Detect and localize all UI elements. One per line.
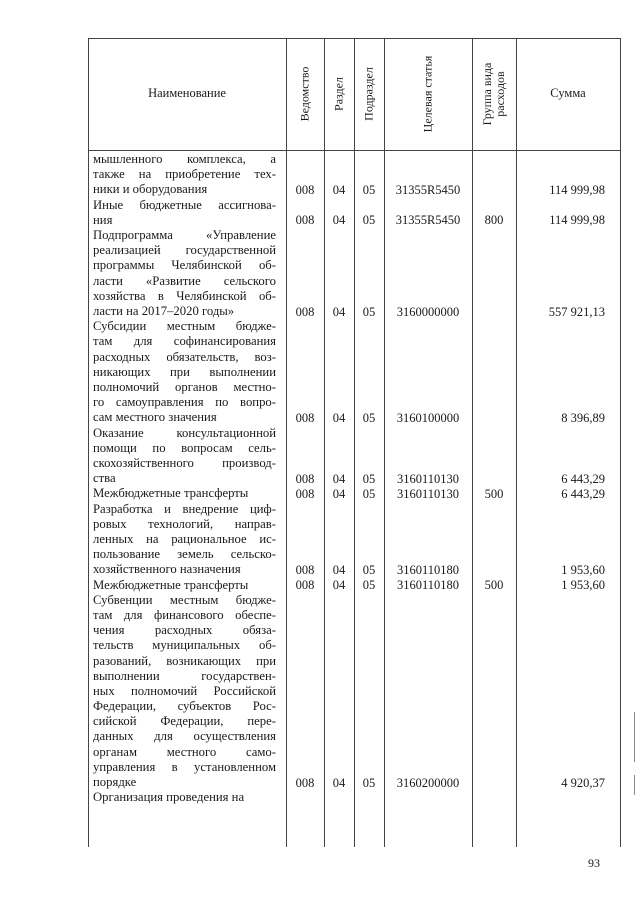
header-gruppa xyxy=(481,63,507,126)
row-razdel: 04 xyxy=(332,578,346,593)
row-summa: 6 443,29 xyxy=(561,471,605,486)
row-celevaya: 31355R5450 xyxy=(395,182,461,197)
row-celevaya: 3160110130 xyxy=(396,471,460,486)
row-summa: 8 396,89 xyxy=(561,410,605,425)
row-razdel: 04 xyxy=(332,486,346,501)
row-podrazdel: 05 xyxy=(362,562,376,577)
row-name-line: Субсидии местным бюдже- xyxy=(93,319,276,334)
row-name-line: ровых технологий, направ- xyxy=(93,516,276,531)
header-vedomstvo: Ведомство xyxy=(297,66,312,122)
row-celevaya: 3160200000 xyxy=(396,775,460,790)
row-name-line: ства xyxy=(93,471,116,486)
row-name-line: выполнении государствен- xyxy=(93,668,276,683)
row-name-line: порядке xyxy=(93,775,137,790)
row-razdel: 04 xyxy=(332,471,346,486)
row-summa: 1 953,60 xyxy=(561,578,605,593)
row-name-line: ласти на 2017–2020 годы» xyxy=(93,303,235,318)
row-podrazdel: 05 xyxy=(362,471,376,486)
row-celevaya: 3160110130 xyxy=(396,486,460,501)
row-vedomstvo: 008 xyxy=(295,304,315,319)
row-name xyxy=(93,578,276,593)
scan-edge-mark xyxy=(634,775,635,795)
row-podrazdel: 05 xyxy=(362,486,376,501)
row-razdel: 04 xyxy=(332,775,346,790)
row-name-line: Межбюджетные трансферты xyxy=(93,486,249,501)
row-summa: 557 921,13 xyxy=(548,304,605,319)
row-name-line: Оказание консультационной xyxy=(93,425,276,440)
row-vedomstvo: 008 xyxy=(295,410,315,425)
row-name-line: сам местного значения xyxy=(93,410,217,425)
row-celevaya: 31355R5450 xyxy=(395,213,461,228)
row-name-line: помощи по вопросам сель- xyxy=(93,440,276,455)
col-border-grp xyxy=(472,38,473,847)
row-gruppa: 800 xyxy=(484,213,504,228)
header-podrazdel: Подраздел xyxy=(361,67,376,121)
col-border-cel xyxy=(384,38,385,847)
row-podrazdel: 05 xyxy=(362,213,376,228)
row-celevaya: 3160110180 xyxy=(396,578,460,593)
row-name-line: ласти «Развитие сельского xyxy=(93,273,276,288)
row-podrazdel: 05 xyxy=(362,182,376,197)
row-podrazdel: 05 xyxy=(362,775,376,790)
row-name-line: ния xyxy=(93,212,113,227)
row-celevaya: 3160000000 xyxy=(396,304,460,319)
col-border-pod xyxy=(354,38,355,847)
row-name-line: чения расходных обяза- xyxy=(93,623,276,638)
row-name-line: хозяйственного назначения xyxy=(93,562,241,577)
header-gruppa-line2: расходов xyxy=(493,71,507,117)
row-name-line: органам местного само- xyxy=(93,744,276,759)
row-vedomstvo: 008 xyxy=(295,471,315,486)
row-name-line: Подпрограмма «Управление xyxy=(93,228,276,242)
page-number: 93 xyxy=(588,856,600,870)
scan-edge-mark xyxy=(634,712,635,762)
row-summa: 1 953,60 xyxy=(561,562,605,577)
row-name xyxy=(93,426,276,487)
row-name xyxy=(93,198,276,228)
col-border-sum xyxy=(516,38,517,847)
row-vedomstvo: 008 xyxy=(295,213,315,228)
row-celevaya: 3160110180 xyxy=(396,562,460,577)
row-name-line: реализацией государственной xyxy=(93,243,276,258)
row-name-line: тельств муниципальных об- xyxy=(93,638,276,653)
row-summa: 4 920,37 xyxy=(561,775,605,790)
header-celevaya: Целевая статья xyxy=(420,55,435,133)
row-podrazdel: 05 xyxy=(362,578,376,593)
row-name-line: там для софинансирования xyxy=(93,334,276,349)
row-summa: 6 443,29 xyxy=(561,486,605,501)
col-border-right xyxy=(620,38,621,847)
row-name-line: Разработка и внедрение циф- xyxy=(93,501,276,516)
row-name-line: пользование земель сельско- xyxy=(93,547,276,562)
row-vedomstvo: 008 xyxy=(295,562,315,577)
row-name xyxy=(93,319,276,425)
header-razdel: Раздел xyxy=(331,77,346,111)
row-razdel: 04 xyxy=(332,304,346,319)
row-name-line: ленных на рациональное ис- xyxy=(93,531,276,546)
row-name-line: Организация проведения на xyxy=(93,790,245,805)
row-name xyxy=(93,593,276,790)
col-border-left xyxy=(88,38,89,847)
row-celevaya: 3160100000 xyxy=(396,410,460,425)
row-name-line: программы Челябинской об- xyxy=(93,258,276,273)
header-gruppa-line1: Группа вида xyxy=(480,62,494,126)
row-name-line: скохозяйственного производ- xyxy=(93,455,276,470)
row-name xyxy=(93,486,276,501)
row-name-line: Межбюджетные трансферты xyxy=(93,577,249,592)
row-summa: 114 999,98 xyxy=(549,182,605,197)
col-border-ved xyxy=(286,38,287,847)
row-name-line: полномочий органов местно- xyxy=(93,379,276,394)
row-name-line: Иные бюджетные ассигнова- xyxy=(93,197,276,212)
row-razdel: 04 xyxy=(332,213,346,228)
row-name-line: Федерации, субъектов Рос- xyxy=(93,699,276,714)
row-podrazdel: 05 xyxy=(362,410,376,425)
row-name-line: ных полномочий Российской xyxy=(93,683,276,698)
row-name xyxy=(93,502,276,578)
row-vedomstvo: 008 xyxy=(295,182,315,197)
row-vedomstvo: 008 xyxy=(295,486,315,501)
row-name xyxy=(93,152,276,198)
row-summa: 114 999,98 xyxy=(549,213,605,228)
row-name-line: также на приобретение тех- xyxy=(93,167,276,182)
row-gruppa: 500 xyxy=(484,578,504,593)
row-name-line: го самоуправления по вопро- xyxy=(93,395,276,410)
header-name: Наименование xyxy=(148,86,226,100)
row-name-line: ники и оборудования xyxy=(93,182,208,197)
row-razdel: 04 xyxy=(332,410,346,425)
row-podrazdel: 05 xyxy=(362,304,376,319)
row-name xyxy=(93,228,276,319)
header-summa: Сумма xyxy=(550,86,586,100)
row-name-line: сийской Федерации, пере- xyxy=(93,714,276,729)
row-name-line: хозяйства в Челябинской об- xyxy=(93,288,276,303)
row-name-line: Субвенции местным бюдже- xyxy=(93,592,276,607)
row-vedomstvo: 008 xyxy=(295,578,315,593)
row-name-line: мышленного комплекса, а xyxy=(93,152,276,166)
row-razdel: 04 xyxy=(332,562,346,577)
row-name-line: управления в установленном xyxy=(93,759,276,774)
row-gruppa: 500 xyxy=(484,486,504,501)
row-name-line: разований, возникающих при xyxy=(93,653,276,668)
row-vedomstvo: 008 xyxy=(295,775,315,790)
col-border-raz xyxy=(324,38,325,847)
row-name xyxy=(93,790,276,805)
row-name-line: там для финансового обеспе- xyxy=(93,607,276,622)
row-name-line: данных для осуществления xyxy=(93,729,276,744)
row-name-line: расходных обязательств, воз- xyxy=(93,349,276,364)
row-razdel: 04 xyxy=(332,182,346,197)
row-name-line: никающих при выполнении xyxy=(93,364,276,379)
